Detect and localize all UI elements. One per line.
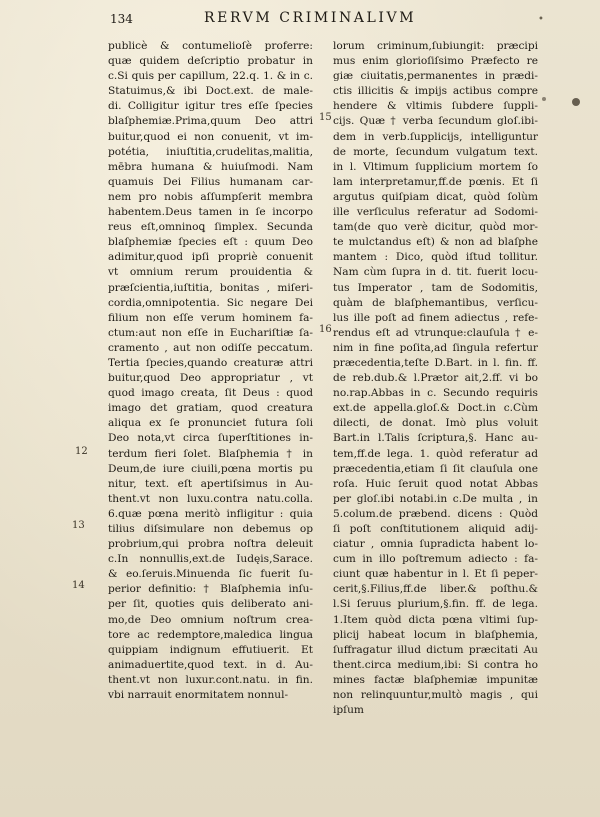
- right-column-line: tam(de quo verè dicitur, quòd mor-: [333, 221, 538, 234]
- right-column-line: roſa. Huic ſeruit quod notat Abbas: [333, 477, 538, 490]
- margin-note-13: 13: [72, 520, 85, 531]
- right-column-line: no.rap.Abbas in c. Secundo requiris: [333, 387, 538, 400]
- left-column-line: adimitur,quod ipſi propriè conuenit: [108, 251, 313, 264]
- right-column-line: Nam cùm ſupra in d. tit. fuerit locu-: [333, 266, 538, 279]
- left-column-line: animaduertite,quod text. in d. Au-: [108, 658, 313, 671]
- right-column-line: quàm de blaſphemantibus, verſicu-: [333, 296, 538, 309]
- header-mark: •: [538, 14, 544, 25]
- left-column-line: probrium,qui probra noſtra deleuit: [108, 538, 313, 551]
- running-header: [0, 6, 600, 28]
- left-column-line: quæ quidem deſcriptio probatur in: [108, 55, 313, 68]
- right-column-line: 1.Item quòd dicta pœna vltimi ſup-: [333, 613, 538, 626]
- left-column-line: aliqua ex ſe pronunciet futura ſoli: [108, 417, 313, 430]
- right-column-line: per gloſ.ibi notabi.in c.De multa , in: [333, 492, 538, 505]
- right-column-line: ext.de appella.gloſ.& Doct.in c.Cùm: [333, 402, 538, 415]
- left-column-line: blaſphemiæ.Prima,quum Deo attri: [108, 115, 313, 128]
- left-column-line: imago det gratiam, quod creatura: [108, 402, 313, 415]
- left-column-line: quamuis Dei Filius humanam car-: [108, 175, 313, 188]
- right-column-line: ille verſiculus referatur ad Sodomi-: [333, 206, 538, 219]
- right-column-line: argutus quiſpiam dicat, quòd ſolùm: [333, 190, 538, 203]
- left-column-line: buitur,quod Deo appropriatur , vt: [108, 372, 313, 385]
- left-column-line: cordia,omnipotentia. Sic negare Dei: [108, 296, 313, 309]
- right-column-line: mines factæ blaſphemiæ impunitæ: [333, 673, 538, 686]
- right-column-line: rendus eſt ad vtrunque:clauſula † e-: [333, 326, 538, 339]
- page-number: 134: [110, 12, 133, 26]
- ink-blot: [572, 98, 580, 106]
- left-column-line: ctum:aut non eſſe in Euchariſtiæ ſa-: [108, 326, 313, 339]
- ink-speck: [542, 97, 546, 101]
- right-column-line: 5.colum.de præbend. dicens : Quòd: [333, 507, 538, 520]
- left-column-line: vbi narrauit enormitatem nonnul-: [108, 689, 289, 702]
- left-column-line: thent.vt non luxur.cont.natu. in fin.: [108, 673, 313, 686]
- right-column-line: non relinquuntur,multò magis , qui: [333, 689, 538, 702]
- left-column-line: quod imago creata, ſit Deus : quod: [108, 387, 313, 400]
- right-column-line: de morte, ſecundum vulgatum text.: [333, 145, 538, 158]
- left-column-line: per ſit, quoties quis deliberato ani-: [108, 598, 313, 611]
- right-column-line: in l. Vltimum ſupplicium mortem ſo: [333, 160, 538, 173]
- left-column-line: tore ac redemptore,maledica lingua: [108, 628, 313, 641]
- left-column-line: mo,de Deo omnium noſtrum crea-: [108, 613, 313, 626]
- right-column-line: ſi poſt conſtitutionem aliquid adij-: [333, 523, 538, 535]
- left-column-line: buitur,quod ei non conuenit, vt im-: [108, 130, 313, 143]
- left-text-column: [108, 39, 313, 703]
- left-column-line: potétia, iniuſtitia,crudelitas,malitia,: [108, 145, 313, 158]
- right-column-line: præcedentia,teſte D.Bart. in l. fin. ff.: [333, 356, 538, 369]
- left-column-line: quippiam indignum effutiuerit. Et: [108, 643, 313, 656]
- left-column-line: thent.vt non luxu.contra natu.colla.: [108, 492, 313, 505]
- right-column-line: lam interpretamur,ff.de pœnis. Et ſi: [333, 175, 538, 188]
- left-column-line: habentem.Deus tamen in ſe incorpo: [108, 206, 313, 219]
- left-column-line: cramento , aut non odiſſe peccatum.: [108, 341, 313, 354]
- left-column-line: terdum fieri ſolet. Blaſphemia † in: [108, 447, 313, 460]
- right-column-line: mantem : Dico, quòd iſtud tollitur.: [333, 251, 538, 264]
- right-column-line: cerit,§.Filius,ff.de liber.& poſthu.&: [333, 583, 538, 596]
- margin-note-12: 12: [75, 446, 88, 457]
- left-column-line: c.Si quis per capillum, 22.q. 1. & in c.: [108, 70, 313, 83]
- right-column-line: de reb.dub.& l.Prætor ait,2.ff. vi bo: [333, 372, 538, 385]
- right-column-line: dilecti, de donat. Imò plus voluit: [333, 417, 538, 430]
- right-text-column: [333, 39, 538, 718]
- left-column-line: c.In nonnullis,ext.de Iudęis,Sarace.: [108, 553, 313, 566]
- left-column-line: perior definitio: † Blaſphemia inſu-: [108, 583, 313, 596]
- left-column-line: reus eſt,omninoꝗ ſimplex. Secunda: [108, 221, 313, 234]
- left-column-line: nem pro nobis aſſumpſerit membra: [108, 190, 313, 203]
- right-column-line: ſuffragatur illud dictum præcitati Au: [333, 643, 538, 656]
- left-column-line: mēbra humana & huiuſmodi. Nam: [108, 160, 313, 173]
- right-column-line: hendere & vltimis ſubdere ſuppli-: [333, 100, 538, 113]
- right-column-line: tem,ff.de lega. 1. quòd referatur ad: [333, 447, 538, 460]
- left-column-line: Statuimus,& ibi Doct.ext. de male-: [108, 85, 313, 98]
- margin-note-16: 16: [319, 324, 332, 335]
- right-column-line: ciatur , omnia ſupradicta habent lo-: [333, 538, 538, 551]
- right-column-line: lus ille poſt ad finem adiectus , refe-: [333, 311, 538, 324]
- right-column-line: te mulctandus eſt) & non ad blaſphe: [333, 236, 538, 249]
- left-column-line: filium non eſſe verum hominem fa-: [108, 311, 313, 324]
- right-column-line: nim in fine poſita,ad ſingula refertur: [333, 341, 538, 354]
- left-column-line: tilius diſsimulare non debemus op: [108, 523, 313, 535]
- right-column-line: lorum criminum,ſubiungit: præcipi: [333, 40, 538, 52]
- left-column-line: & eo.ſeruis.Minuenda ſic fuerit ſu-: [108, 568, 313, 581]
- right-column-line: præcedentia,etiam ſi ſit clauſula one: [333, 462, 538, 475]
- right-column-line: Bart.in l.Talis ſcriptura,§. Hanc au-: [333, 432, 538, 445]
- right-column-line: ctis illicitis & impijs actibus compre: [333, 85, 538, 98]
- running-title: RERVM CRIMINALIVM: [204, 10, 417, 26]
- right-column-line: ciunt quæ habentur in l. Et ſi peper-: [333, 568, 538, 581]
- right-column-line: l.Si ſeruus plurium,§.fin. ff. de lega.: [333, 598, 538, 611]
- left-column-line: 6.quæ pœna meritò infligitur : quia: [108, 507, 313, 520]
- right-column-line: giæ ciuitatis,permanentes in prædi-: [333, 70, 538, 83]
- right-column-line: cum in illo poſtremum adiecto : fa-: [333, 553, 538, 566]
- right-column-line: dem in verb.ſupplicijs, intelliguntur: [333, 130, 538, 143]
- right-column-line: cijs. Quæ † verba ſecundum gloſ.ibi-: [333, 115, 538, 128]
- left-column-line: blaſphemiæ ſpecies eſt : quum Deo: [108, 236, 313, 249]
- left-column-line: Deum,de iure ciuili,pœna mortis pu: [108, 462, 313, 475]
- left-column-line: di. Colligitur igitur tres eſſe ſpecies: [108, 100, 313, 113]
- left-column-line: Deo nota,vt circa ſuperſtitiones in-: [108, 432, 313, 445]
- right-column-line: thent.circa medium,ibi: Si contra ho: [333, 658, 538, 671]
- left-column-line: vt omnium rerum prouidentia &: [108, 266, 313, 279]
- left-column-line: nitur, text. eſt apertiſsimus in Au-: [108, 477, 313, 490]
- left-column-line: publicè & contumelioſè proferre:: [108, 40, 313, 52]
- right-column-line: ipſum: [333, 704, 364, 717]
- right-column-line: tus Imperator , tam de Sodomitis,: [333, 281, 538, 294]
- margin-note-14: 14: [72, 580, 85, 591]
- left-column-line: præſcientia,iuſtitia, bonitas , miſeri-: [108, 281, 313, 294]
- margin-note-15: 15: [319, 112, 332, 123]
- right-column-line: mus enim glorioſiſsimo Præfecto re: [333, 55, 538, 68]
- left-column-line: Tertia ſpecies,quando creaturæ attri: [108, 356, 313, 369]
- right-column-line: plicij habeat locum in blaſphemia,: [333, 628, 538, 641]
